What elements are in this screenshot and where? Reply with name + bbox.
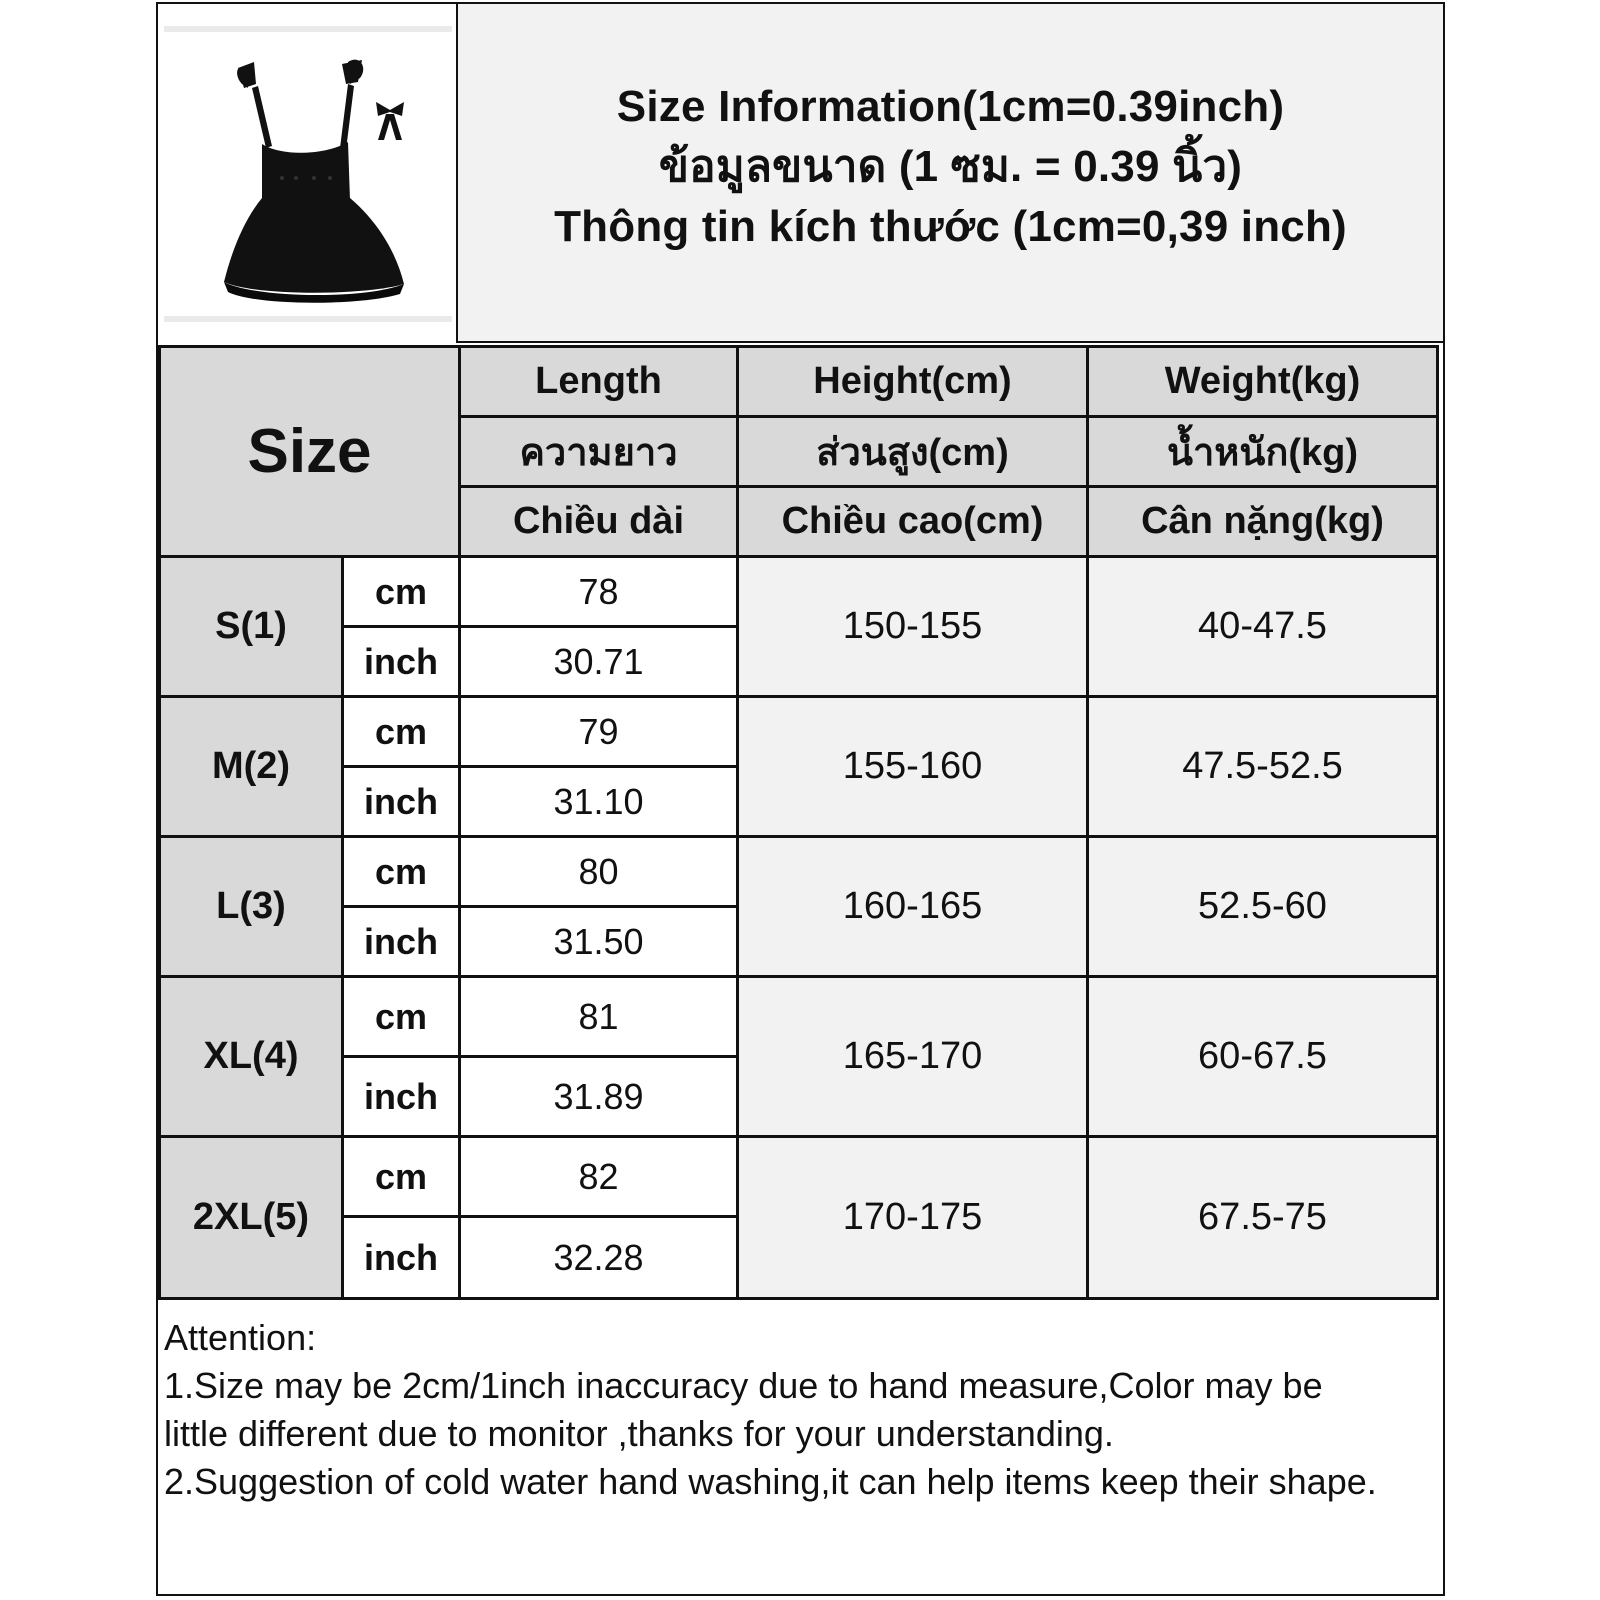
attention-notes [164,1314,1434,1506]
weight-range: 47.5-52.5 [1088,697,1438,837]
weight-range: 67.5-75 [1088,1137,1438,1299]
height-range: 165-170 [738,977,1088,1137]
title-english: Size Information(1cm=0.39inch) [616,81,1285,131]
height-header-en: Height(cm) [738,347,1088,417]
height-range: 155-160 [738,697,1088,837]
product-photo-panel [158,4,458,343]
height-header-th: ส่วนสูง(cm) [738,417,1088,487]
unit-inch: inch [343,767,460,837]
size-info-title [458,4,1443,343]
length-inch: 31.89 [460,1057,738,1137]
length-cm: 81 [460,977,738,1057]
length-header-vi: Chiều dài [460,487,738,557]
notes-heading: Attention: [164,1317,317,1358]
length-cm: 80 [460,837,738,907]
size-label: XL(4) [160,977,343,1137]
unit-cm: cm [343,837,460,907]
header [158,4,1443,343]
unit-inch: inch [343,627,460,697]
length-inch: 32.28 [460,1217,738,1299]
length-inch: 30.71 [460,627,738,697]
weight-header-th: น้ำหนัก(kg) [1088,417,1438,487]
weight-range: 52.5-60 [1088,837,1438,977]
size-header: Size [160,347,460,557]
length-cm: 78 [460,557,738,627]
unit-inch: inch [343,1217,460,1299]
unit-cm: cm [343,977,460,1057]
height-range: 170-175 [738,1137,1088,1299]
title-vietnamese: Thông tin kích thước (1cm=0,39 inch) [554,201,1347,251]
length-cm: 82 [460,1137,738,1217]
unit-cm: cm [343,1137,460,1217]
length-cm: 79 [460,697,738,767]
size-table [158,345,1439,1300]
weight-header-vi: Cân nặng(kg) [1088,487,1438,557]
size-label: 2XL(5) [160,1137,343,1299]
size-label: M(2) [160,697,343,837]
title-thai: ข้อมูลขนาด (1 ซม. = 0.39 นิ้ว) [658,141,1243,191]
weight-range: 40-47.5 [1088,557,1438,697]
black-suspender-skirt-image [164,32,452,316]
unit-cm: cm [343,697,460,767]
unit-inch: inch [343,907,460,977]
product-photo [164,26,452,322]
size-chart [156,2,1445,1596]
weight-header-en: Weight(kg) [1088,347,1438,417]
note-line: 2.Suggestion of cold water hand washing,it can help items keep their shape. [164,1461,1377,1502]
note-line: 1.Size may be 2cm/1inch inaccuracy due to hand measure,Color may be [164,1365,1323,1406]
unit-cm: cm [343,557,460,627]
length-header-en: Length [460,347,738,417]
size-label: S(1) [160,557,343,697]
height-header-vi: Chiều cao(cm) [738,487,1088,557]
height-range: 160-165 [738,837,1088,977]
size-label: L(3) [160,837,343,977]
length-header-th: ความยาว [460,417,738,487]
length-inch: 31.50 [460,907,738,977]
note-line: little different due to monitor ,thanks for your understanding. [164,1413,1114,1454]
height-range: 150-155 [738,557,1088,697]
unit-inch: inch [343,1057,460,1137]
length-inch: 31.10 [460,767,738,837]
weight-range: 60-67.5 [1088,977,1438,1137]
